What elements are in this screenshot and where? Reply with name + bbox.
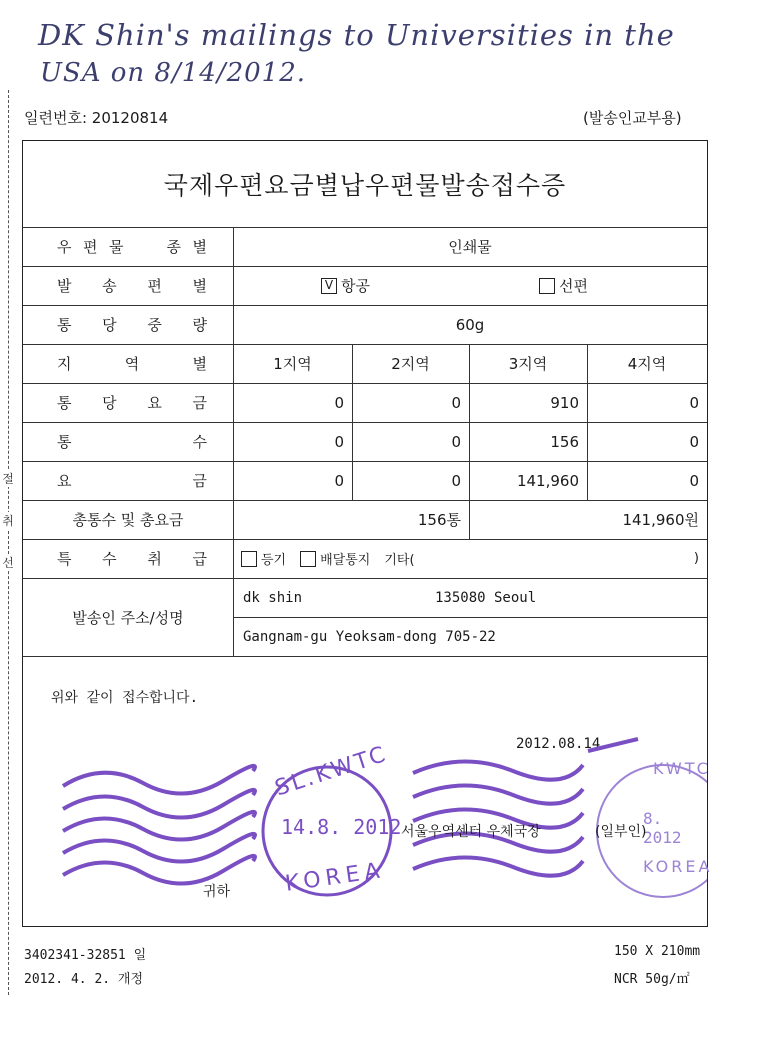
cut-line (8, 90, 10, 995)
zone-header: 2지역 (391, 355, 430, 373)
postmark-1-date: 14.8. 2012 (281, 815, 402, 839)
other-close: ) (693, 551, 699, 566)
receipt-date: 2012.08.14 (516, 736, 601, 752)
label-char: 편 (83, 238, 98, 256)
label-char: 급 (192, 550, 207, 568)
label-char: 역 (124, 355, 140, 373)
sea-checkbox[interactable] (539, 278, 555, 294)
receipt-form (22, 140, 713, 927)
postmark-2-date: 8. 2012 (643, 809, 682, 847)
label-totals: 총통수 및 총요금 (72, 511, 184, 529)
label-char: 특 (57, 550, 72, 568)
sea-label: 선편 (559, 277, 588, 295)
fee-cell: 0 (334, 471, 344, 490)
wavy-line (63, 766, 255, 794)
wavy-line (413, 785, 583, 803)
wavy-line (588, 739, 638, 751)
label-char: 량 (192, 316, 207, 334)
label-char: 우 (57, 238, 72, 256)
label-char: 금 (192, 394, 207, 412)
label-count (23, 422, 233, 461)
registered-label: 등기 (261, 553, 287, 568)
cut-line-char: 취 (0, 512, 16, 529)
fee-cell: 0 (451, 471, 461, 490)
air-label: 항공 (341, 277, 370, 295)
label-fee (23, 461, 233, 500)
label-char: 수 (102, 550, 117, 568)
air-option[interactable] (321, 266, 441, 305)
sender-address: Gangnam-gu Yeoksam-dong 705-22 (243, 628, 496, 645)
handwritten-note-line1: DK Shin's mailings to Universities in the (38, 18, 675, 52)
label-char: 송 (102, 277, 117, 295)
label-char: 금 (192, 472, 207, 490)
label-char: 통 (57, 394, 72, 412)
row-divider (23, 656, 707, 657)
serial-number: 일련번호: 20120814 (24, 109, 169, 127)
label-weight (23, 305, 233, 344)
wavy-line (63, 790, 255, 818)
postmark-1-bottom: KOREA (283, 858, 387, 897)
label-char: 통 (57, 433, 72, 451)
other-label: 기타( (384, 553, 415, 568)
total-count: 156통 (417, 511, 461, 529)
delivery-notice-checkbox[interactable] (300, 551, 316, 567)
revision-date: 2012. 4. 2. 개정 (24, 972, 144, 987)
count-cell: 0 (451, 432, 461, 451)
label-unit-rate (23, 383, 233, 422)
handwritten-note-line2: USA on 8/14/2012. (40, 58, 307, 88)
label-zone (23, 344, 233, 383)
unit-rate-cell: 0 (689, 393, 699, 412)
label-char: 취 (147, 550, 162, 568)
label-char: 요 (147, 394, 162, 412)
unit-rate-cell: 0 (451, 393, 461, 412)
item-type-value: 인쇄물 (448, 238, 492, 256)
form-title: 국제우편요금별납우편물발송접수증 (163, 171, 567, 200)
label-char: 별 (192, 238, 207, 256)
special-options (241, 539, 699, 578)
postmark-2-top: KWTC (653, 759, 711, 778)
label-char: 당 (102, 316, 117, 334)
sender-postal: 135080 Seoul (435, 589, 537, 606)
count-cell: 0 (334, 432, 344, 451)
unit-rate-cell: 910 (550, 393, 579, 412)
total-amount: 141,960원 (622, 511, 699, 529)
fee-cell: 0 (689, 471, 699, 490)
addressee-suffix: 귀하 (203, 884, 231, 900)
label-char: 수 (192, 433, 207, 451)
label-char: 당 (102, 394, 117, 412)
label-item-type (23, 227, 233, 266)
postmark-2-bottom: KOREA (643, 857, 713, 876)
label-special (23, 539, 233, 578)
copy-note: (발송인교부용) (583, 109, 682, 127)
post-office-name: 서울우역센터 우체국장 (401, 824, 541, 840)
zone-header: 4지역 (627, 355, 667, 373)
label-char: 지 (57, 355, 72, 373)
weight-value: 60g (455, 315, 485, 334)
zone-header: 1지역 (273, 355, 312, 373)
label-sender: 발송인 주소/성명 (72, 608, 184, 627)
label-char: 요 (57, 472, 72, 490)
label-char: 발 (57, 277, 72, 295)
registered-checkbox[interactable] (241, 551, 257, 567)
form-number: 3402341-32851 일 (24, 948, 147, 963)
zone-header: 3지역 (508, 355, 548, 373)
sea-option[interactable] (539, 266, 659, 305)
label-char: 중 (147, 316, 162, 334)
cut-line-char: 선 (0, 554, 16, 571)
paper-size: 150 X 210mm (614, 944, 701, 959)
air-checkbox[interactable]: V (321, 278, 337, 294)
cut-line-char: 절 (0, 470, 16, 487)
label-char: 물 (109, 238, 124, 256)
count-cell: 0 (689, 432, 699, 451)
receipt-note: 위와 같이 접수합니다. (51, 690, 199, 706)
fee-cell: 141,960 (516, 471, 579, 490)
paper-weight: NCR 50g/㎡ (614, 972, 690, 987)
label-char: 편 (147, 277, 162, 295)
label-send-method (23, 266, 233, 305)
sender-name: dk shin (243, 589, 303, 606)
wavy-line (413, 857, 583, 875)
label-char: 통 (57, 316, 72, 334)
postmark-1-top: SL.KWTC (272, 741, 392, 802)
unit-rate-cell: 0 (334, 393, 344, 412)
count-cell: 156 (550, 432, 579, 451)
label-char: 별 (192, 277, 207, 295)
label-char: 별 (192, 355, 207, 373)
label-char: 종 (166, 238, 181, 256)
wavy-line (413, 761, 583, 779)
seal-note: (일부인) (595, 824, 647, 840)
delivery-notice-label: 배달통지 (320, 553, 371, 568)
